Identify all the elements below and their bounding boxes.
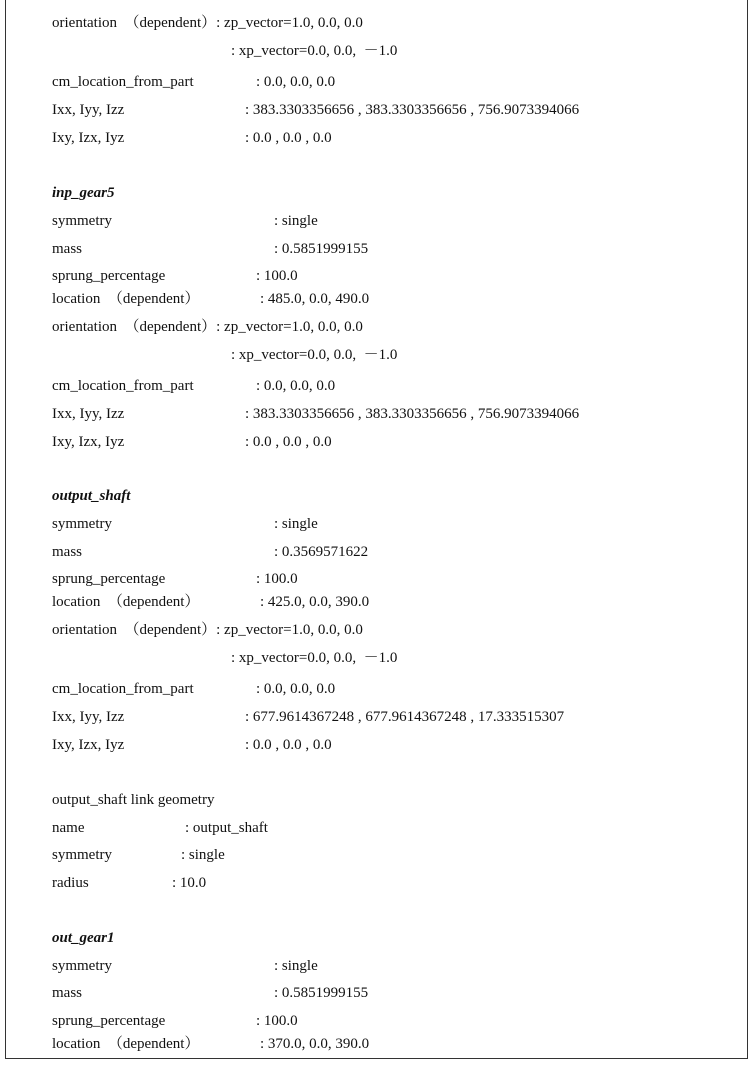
symmetry-label: symmetry bbox=[52, 958, 112, 974]
cm-location-label: cm_location_from_part bbox=[52, 681, 194, 697]
inertia-offdiag-value: : 0.0 , 0.0 , 0.0 bbox=[245, 434, 332, 450]
inertia-offdiag-label: Ixy, Izx, Iyz bbox=[52, 737, 125, 753]
radius-label: radius bbox=[52, 875, 89, 891]
location-label: location （dependent） bbox=[52, 594, 200, 610]
cm-location-value: : 0.0, 0.0, 0.0 bbox=[256, 378, 336, 394]
sprung-value: : 100.0 bbox=[256, 571, 298, 587]
inertia-offdiag-value: : 0.0 , 0.0 , 0.0 bbox=[245, 737, 332, 753]
inertia-offdiag-value: : 0.0 , 0.0 , 0.0 bbox=[245, 130, 332, 146]
document-frame bbox=[5, 0, 748, 1059]
inertia-diag-label: Ixx, Iyy, Izz bbox=[52, 709, 125, 725]
symmetry-label: symmetry bbox=[52, 516, 112, 532]
orientation-zp: orientation （dependent）: zp_vector=1.0, 0.0, 0.0 bbox=[52, 319, 363, 335]
orientation-xp: : xp_vector=0.0, 0.0, －1.0 bbox=[231, 650, 398, 666]
location-value: : 485.0, 0.0, 490.0 bbox=[260, 291, 370, 307]
mass-value: : 0.3569571622 bbox=[274, 544, 369, 560]
name-value: : output_shaft bbox=[185, 820, 268, 836]
symmetry-value: : single bbox=[274, 213, 318, 229]
location-label: location （dependent） bbox=[52, 291, 200, 307]
symmetry-value: : single bbox=[181, 847, 225, 863]
orientation-zp: orientation （dependent）: zp_vector=1.0, 0.0, 0.0 bbox=[52, 622, 363, 638]
mass-value: : 0.5851999155 bbox=[274, 241, 369, 257]
mass-label: mass bbox=[52, 985, 82, 1001]
inertia-diag-value: : 677.9614367248 , 677.9614367248 , 17.333515307 bbox=[245, 709, 565, 725]
inertia-diag-label: Ixx, Iyy, Izz bbox=[52, 406, 125, 422]
mass-label: mass bbox=[52, 241, 82, 257]
location-label: location （dependent） bbox=[52, 1036, 200, 1052]
orientation-zp: orientation （dependent）: zp_vector=1.0, 0.0, 0.0 bbox=[52, 15, 363, 31]
sprung-label: sprung_percentage bbox=[52, 571, 166, 587]
location-value: : 370.0, 0.0, 390.0 bbox=[260, 1036, 370, 1052]
symmetry-label: symmetry bbox=[52, 847, 112, 863]
radius-value: : 10.0 bbox=[172, 875, 207, 891]
inertia-offdiag-label: Ixy, Izx, Iyz bbox=[52, 434, 125, 450]
sprung-label: sprung_percentage bbox=[52, 268, 166, 284]
link-geometry-title: output_shaft link geometry bbox=[52, 792, 215, 808]
inertia-diag-value: : 383.3303356656 , 383.3303356656 , 756.9073394066 bbox=[245, 406, 580, 422]
location-value: : 425.0, 0.0, 390.0 bbox=[260, 594, 370, 610]
sprung-value: : 100.0 bbox=[256, 268, 298, 284]
section-heading-inp-gear5: inp_gear5 bbox=[52, 185, 115, 201]
sprung-label: sprung_percentage bbox=[52, 1013, 166, 1029]
section-heading-output-shaft: output_shaft bbox=[52, 488, 131, 504]
mass-value: : 0.5851999155 bbox=[274, 985, 369, 1001]
inertia-diag-value: : 383.3303356656 , 383.3303356656 , 756.9073394066 bbox=[245, 102, 580, 118]
symmetry-label: symmetry bbox=[52, 213, 112, 229]
orientation-xp: : xp_vector=0.0, 0.0, －1.0 bbox=[231, 347, 398, 363]
cm-location-value: : 0.0, 0.0, 0.0 bbox=[256, 681, 336, 697]
inertia-offdiag-label: Ixy, Izx, Iyz bbox=[52, 130, 125, 146]
orientation-xp: : xp_vector=0.0, 0.0, －1.0 bbox=[231, 43, 398, 59]
cm-location-label: cm_location_from_part bbox=[52, 74, 194, 90]
inertia-diag-label: Ixx, Iyy, Izz bbox=[52, 102, 125, 118]
sprung-value: : 100.0 bbox=[256, 1013, 298, 1029]
mass-label: mass bbox=[52, 544, 82, 560]
symmetry-value: : single bbox=[274, 958, 318, 974]
symmetry-value: : single bbox=[274, 516, 318, 532]
name-label: name bbox=[52, 820, 85, 836]
cm-location-value: : 0.0, 0.0, 0.0 bbox=[256, 74, 336, 90]
section-heading-out-gear1: out_gear1 bbox=[52, 930, 115, 946]
cm-location-label: cm_location_from_part bbox=[52, 378, 194, 394]
